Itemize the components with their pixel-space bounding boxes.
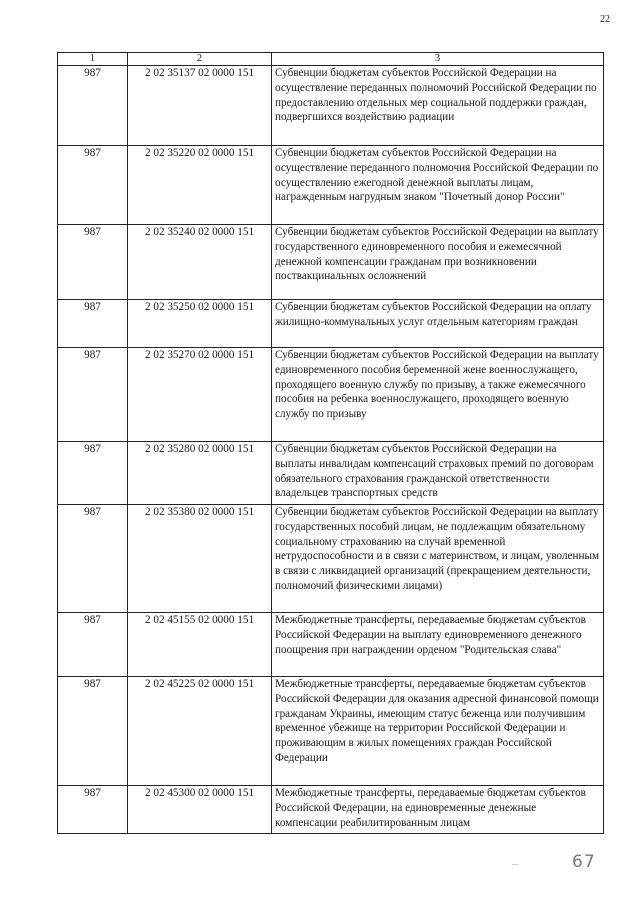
table-row (58, 225, 604, 300)
budget-code-cell: 2 02 35240 02 0000 151 (128, 225, 272, 300)
description-cell: Субвенции бюджетам субъектов Российской Федерации на выплату единовременного пособия беременной жене военнослужащего, проходящего военную службу по призыву, а также ежемесячного пособия на ребенка военнослужащего, проходящего военную службу по призыву (272, 348, 604, 442)
admin-code-cell: 987 (58, 786, 128, 834)
table-row (58, 613, 604, 677)
column-header-3: 3 (272, 53, 604, 66)
page-number: 22 (600, 14, 610, 25)
description-cell: Субвенции бюджетам субъектов Российской Федерации на оплату жилищно-коммунальных услуг отдельным категориям граждан (272, 300, 604, 348)
table-row (58, 146, 604, 225)
column-header-2: 2 (128, 53, 272, 66)
description-cell: Субвенции бюджетам субъектов Российской Федерации на выплату государственного единовременного пособия и ежемесячной денежной компенсации гражданам при возникновении поствакцинальных осложнений (272, 225, 604, 300)
admin-code-cell: 987 (58, 146, 128, 225)
table-row (58, 505, 604, 613)
table-row (58, 66, 604, 146)
table-row (58, 300, 604, 348)
budget-code-cell: 2 02 35380 02 0000 151 (128, 505, 272, 613)
description-cell: Межбюджетные трансферты, передаваемые бюджетам субъектов Российской Федерации, на единовременные денежные компенсации реабилитированным лицам (272, 786, 604, 834)
budget-code-cell: 2 02 45225 02 0000 151 (128, 677, 272, 786)
handwritten-page-stamp: 67 (572, 852, 596, 872)
admin-code-cell: 987 (58, 225, 128, 300)
admin-code-cell: 987 (58, 613, 128, 677)
description-cell: Субвенции бюджетам субъектов Российской Федерации на осуществление переданного полномочия Российской Федерации по осуществлению ежегодной денежной выплаты лицам, награжденным нагрудным знаком "Почетный донор России" (272, 146, 604, 225)
budget-code-cell: 2 02 35137 02 0000 151 (128, 66, 272, 146)
table-row (58, 786, 604, 834)
budget-classification-table (57, 52, 604, 834)
table-header-row (58, 53, 604, 66)
table-row (58, 348, 604, 442)
column-header-1: 1 (58, 53, 128, 66)
description-cell: Субвенции бюджетам субъектов Российской Федерации на выплаты инвалидам компенсаций страховых премий по договорам обязательного страхования гражданской ответственности владельцев транспортных средств (272, 442, 604, 505)
admin-code-cell: 987 (58, 300, 128, 348)
admin-code-cell: 987 (58, 505, 128, 613)
description-cell: Субвенции бюджетам субъектов Российской Федерации на осуществление переданных полномочий Российской Федерации по предоставлению отдельных мер социальной поддержки граждан, подвергшихся воздействию радиации (272, 66, 604, 146)
admin-code-cell: 987 (58, 348, 128, 442)
admin-code-cell: 987 (58, 66, 128, 146)
budget-code-cell: 2 02 45155 02 0000 151 (128, 613, 272, 677)
description-cell: Межбюджетные трансферты, передаваемые бюджетам субъектов Российской Федерации на выплату единовременного денежного поощрения при награждении орденом "Родительская слава" (272, 613, 604, 677)
budget-code-cell: 2 02 35220 02 0000 151 (128, 146, 272, 225)
description-cell: Межбюджетные трансферты, передаваемые бюджетам субъектов Российской Федерации для оказания адресной финансовой помощи гражданам Украины, имеющим статус беженца или получившим временное убежище на территории Российской Федерации и проживающим в жилых помещениях граждан Российской Федерации (272, 677, 604, 786)
table-row (58, 677, 604, 786)
budget-code-cell: 2 02 35280 02 0000 151 (128, 442, 272, 505)
budget-code-cell: 2 02 35250 02 0000 151 (128, 300, 272, 348)
admin-code-cell: 987 (58, 677, 128, 786)
admin-code-cell: 987 (58, 442, 128, 505)
description-cell: Субвенции бюджетам субъектов Российской Федерации на выплату государственных пособий лицам, не подлежащим обязательному социальному страхованию на случай временной нетрудоспособности и в связи с материнством, и лицам, уволенным в связи с ликвидацией организаций (прекращением деятельности, полномочий физическими лицами) (272, 505, 604, 613)
footer-mark: ... (512, 858, 518, 867)
budget-code-cell: 2 02 35270 02 0000 151 (128, 348, 272, 442)
table-row (58, 442, 604, 505)
budget-code-cell: 2 02 45300 02 0000 151 (128, 786, 272, 834)
